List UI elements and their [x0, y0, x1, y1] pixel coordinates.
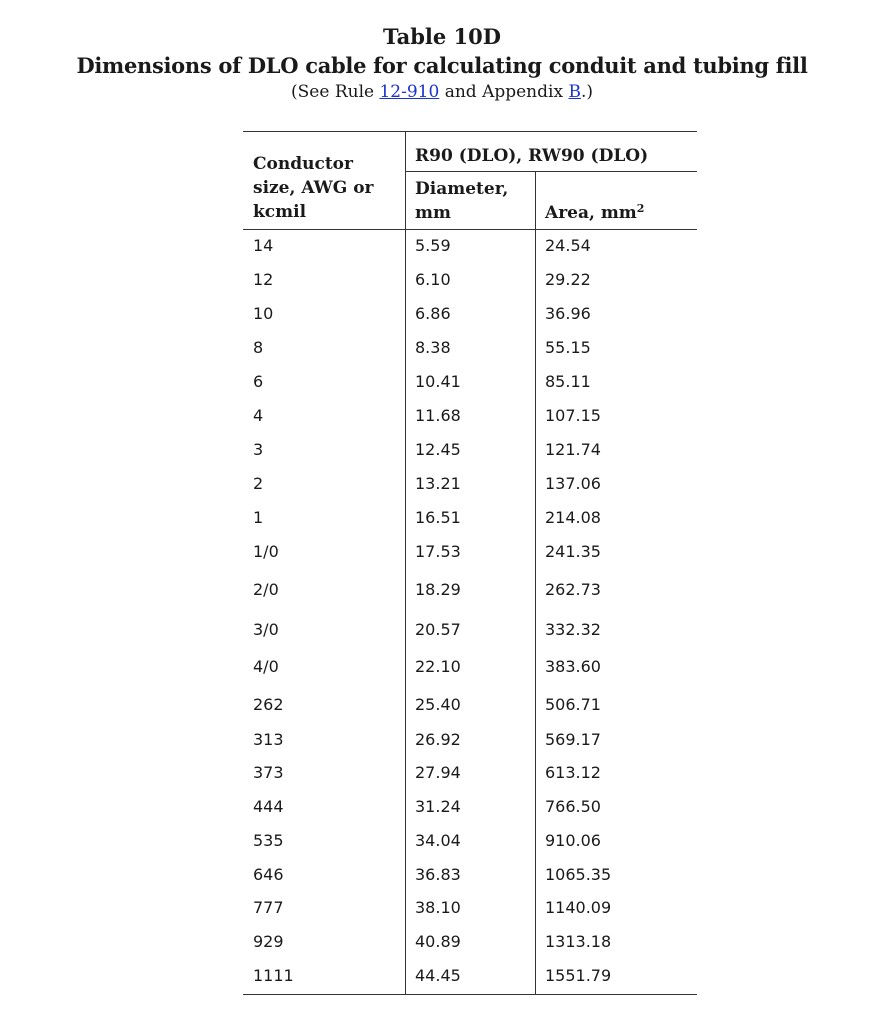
group-header: R90 (DLO), RW90 (DLO) [415, 146, 649, 166]
area-header-superscript: 2 [636, 202, 645, 215]
appendix-link[interactable]: B [568, 82, 581, 102]
col-header-line: size, AWG or [253, 178, 374, 198]
area-cell: 55.15 [545, 338, 591, 357]
diameter-cell: 20.57 [415, 620, 461, 639]
conductor-size-cell: 4 [253, 406, 264, 425]
conductor-size-cell: 1111 [253, 966, 294, 985]
diameter-cell: 11.68 [415, 406, 461, 425]
conductor-size-cell: 1 [253, 508, 264, 527]
table-subtitle: Dimensions of DLO cable for calculating conduit and tubing fill [76, 53, 808, 78]
diameter-cell: 8.38 [415, 338, 451, 357]
area-cell: 36.96 [545, 304, 591, 323]
diameter-cell: 16.51 [415, 508, 461, 527]
area-cell: 214.08 [545, 508, 601, 527]
diameter-cell: 6.86 [415, 304, 451, 323]
diameter-cell: 38.10 [415, 898, 461, 917]
col-header-line: kcmil [253, 202, 307, 222]
conductor-size-cell: 6 [253, 372, 264, 391]
col-header-line: Diameter, [415, 179, 509, 199]
note-prefix: (See Rule [291, 82, 380, 102]
conductor-size-cell: 1/0 [253, 542, 279, 561]
note-suffix: .) [580, 82, 593, 102]
col-header-area [545, 201, 644, 225]
conductor-size-cell: 262 [253, 695, 284, 714]
header-bottom-rule [243, 229, 697, 230]
area-cell: 107.15 [545, 406, 601, 425]
conductor-size-cell: 3 [253, 440, 264, 459]
group-header-rule [405, 171, 697, 172]
area-cell: 766.50 [545, 797, 601, 816]
diameter-cell: 27.94 [415, 763, 461, 782]
table-top-rule [243, 131, 697, 132]
conductor-size-cell: 4/0 [253, 657, 279, 676]
area-cell: 613.12 [545, 763, 601, 782]
diameter-cell: 10.41 [415, 372, 461, 391]
diameter-cell: 12.45 [415, 440, 461, 459]
conductor-size-cell: 777 [253, 898, 284, 917]
diameter-cell: 13.21 [415, 474, 461, 493]
area-cell: 332.32 [545, 620, 601, 639]
conductor-size-cell: 929 [253, 932, 284, 951]
diameter-cell: 31.24 [415, 797, 461, 816]
area-cell: 1551.79 [545, 966, 612, 985]
col-header-diameter [415, 177, 508, 225]
area-cell: 383.60 [545, 657, 601, 676]
rule-link[interactable]: 12-910 [379, 82, 440, 102]
diameter-cell: 17.53 [415, 542, 461, 561]
diameter-cell: 34.04 [415, 831, 461, 850]
area-cell: 506.71 [545, 695, 601, 714]
table-bottom-rule [243, 994, 697, 995]
diameter-cell: 18.29 [415, 580, 461, 599]
col-header-line: Conductor [253, 154, 353, 174]
conductor-size-cell: 535 [253, 831, 284, 850]
note-middle: and Appendix [439, 82, 569, 102]
conductor-size-cell: 313 [253, 730, 284, 749]
conductor-size-cell: 12 [253, 270, 274, 289]
area-cell: 85.11 [545, 372, 591, 391]
conductor-size-cell: 373 [253, 763, 284, 782]
conductor-size-cell: 444 [253, 797, 284, 816]
col-header-conductor-size [253, 152, 374, 224]
col-header-line: mm [415, 203, 451, 223]
column-divider-2 [535, 171, 536, 995]
area-cell: 241.35 [545, 542, 601, 561]
diameter-cell: 25.40 [415, 695, 461, 714]
column-divider-1 [405, 131, 406, 995]
diameter-cell: 36.83 [415, 865, 461, 884]
conductor-size-cell: 10 [253, 304, 274, 323]
diameter-cell: 26.92 [415, 730, 461, 749]
conductor-size-cell: 3/0 [253, 620, 279, 639]
area-cell: 1313.18 [545, 932, 612, 951]
reference-note [0, 82, 884, 102]
diameter-cell: 5.59 [415, 236, 451, 255]
conductor-size-cell: 646 [253, 865, 284, 884]
diameter-cell: 40.89 [415, 932, 461, 951]
area-cell: 1140.09 [545, 898, 612, 917]
conductor-size-cell: 14 [253, 236, 274, 255]
area-cell: 24.54 [545, 236, 591, 255]
diameter-cell: 6.10 [415, 270, 451, 289]
area-cell: 121.74 [545, 440, 601, 459]
conductor-size-cell: 2/0 [253, 580, 279, 599]
area-cell: 910.06 [545, 831, 601, 850]
area-header-text: Area, mm [545, 203, 637, 223]
table-title: Table 10D [383, 24, 501, 49]
area-cell: 1065.35 [545, 865, 612, 884]
area-cell: 569.17 [545, 730, 601, 749]
conductor-size-cell: 2 [253, 474, 264, 493]
area-cell: 137.06 [545, 474, 601, 493]
conductor-size-cell: 8 [253, 338, 264, 357]
area-cell: 29.22 [545, 270, 591, 289]
diameter-cell: 44.45 [415, 966, 461, 985]
area-cell: 262.73 [545, 580, 601, 599]
diameter-cell: 22.10 [415, 657, 461, 676]
